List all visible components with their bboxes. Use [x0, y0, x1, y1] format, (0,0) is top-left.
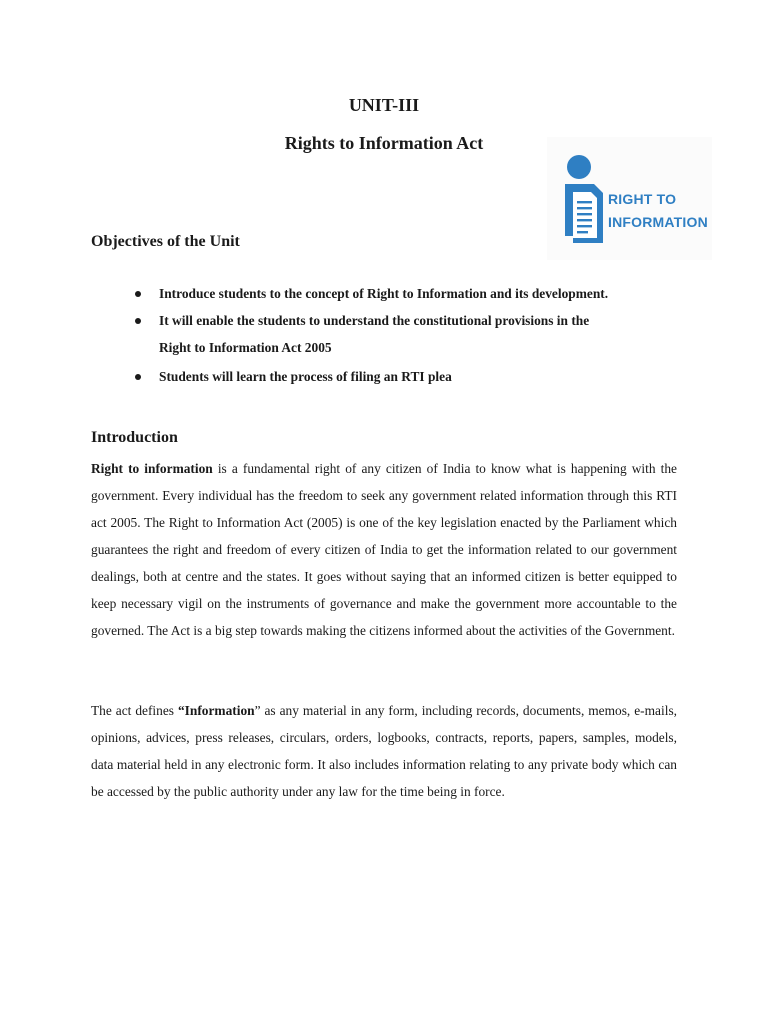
objective-text: It will enable the students to understand the constitutional provisions in the	[159, 313, 590, 328]
paragraph-lead: The act defines	[91, 703, 178, 718]
logo-text-line2: INFORMATION	[608, 214, 708, 230]
objective-text-continued: Right to Information Act 2005	[159, 340, 332, 355]
objectives-heading: Objectives of the Unit	[91, 233, 240, 250]
bullet-icon	[135, 318, 141, 324]
definition-paragraph	[91, 697, 677, 805]
introduction-paragraph	[91, 455, 677, 644]
objective-item	[130, 280, 690, 307]
objective-text: Students will learn the process of filing an RTI plea	[159, 369, 452, 384]
rti-logo	[547, 137, 712, 260]
bullet-icon	[135, 374, 141, 380]
introduction-heading: Introduction	[91, 429, 178, 446]
objective-text: Introduce students to the concept of Right to Information and its development.	[159, 286, 609, 301]
document-title: Rights to Information Act	[284, 133, 484, 153]
bullet-icon	[135, 291, 141, 297]
paragraph-bold-term: “Information	[177, 703, 255, 718]
paragraph-text: is a fundamental right of any citizen of India to know what is happening with the government. Every individual has the freedom to seek any government related information through this RTI act 2005. The Right to Information Act (2005) is one of the key legislation enacted by the Parliament which guarantees the right and freedom of every citizen of India to get the information related to our government dealings, both at centre and the states. It goes without saying that an informed citizen is better equipped to keep necessary vigil on the instruments of governance and make the government more accountable to the governed. The Act is a big step towards making the citizens informed about the activities of the Government.	[91, 461, 678, 638]
objective-item	[130, 363, 690, 390]
paragraph-bold-lead: Right to information	[91, 461, 213, 476]
logo-text-line1: RIGHT TO	[608, 191, 677, 207]
objectives-list	[130, 280, 690, 390]
unit-title: UNIT-III	[348, 95, 420, 115]
objective-item	[130, 307, 690, 361]
paragraph-text: ” as any material in any form, including records, documents, memos, e-mails, opinions, advices, press releases, circulars, orders, logbooks, contracts, reports, papers, samples, models, data material held in any electronic form. It also includes information relating to any private body which can be accessed by the public authority under any law for the time being in force.	[91, 703, 677, 799]
